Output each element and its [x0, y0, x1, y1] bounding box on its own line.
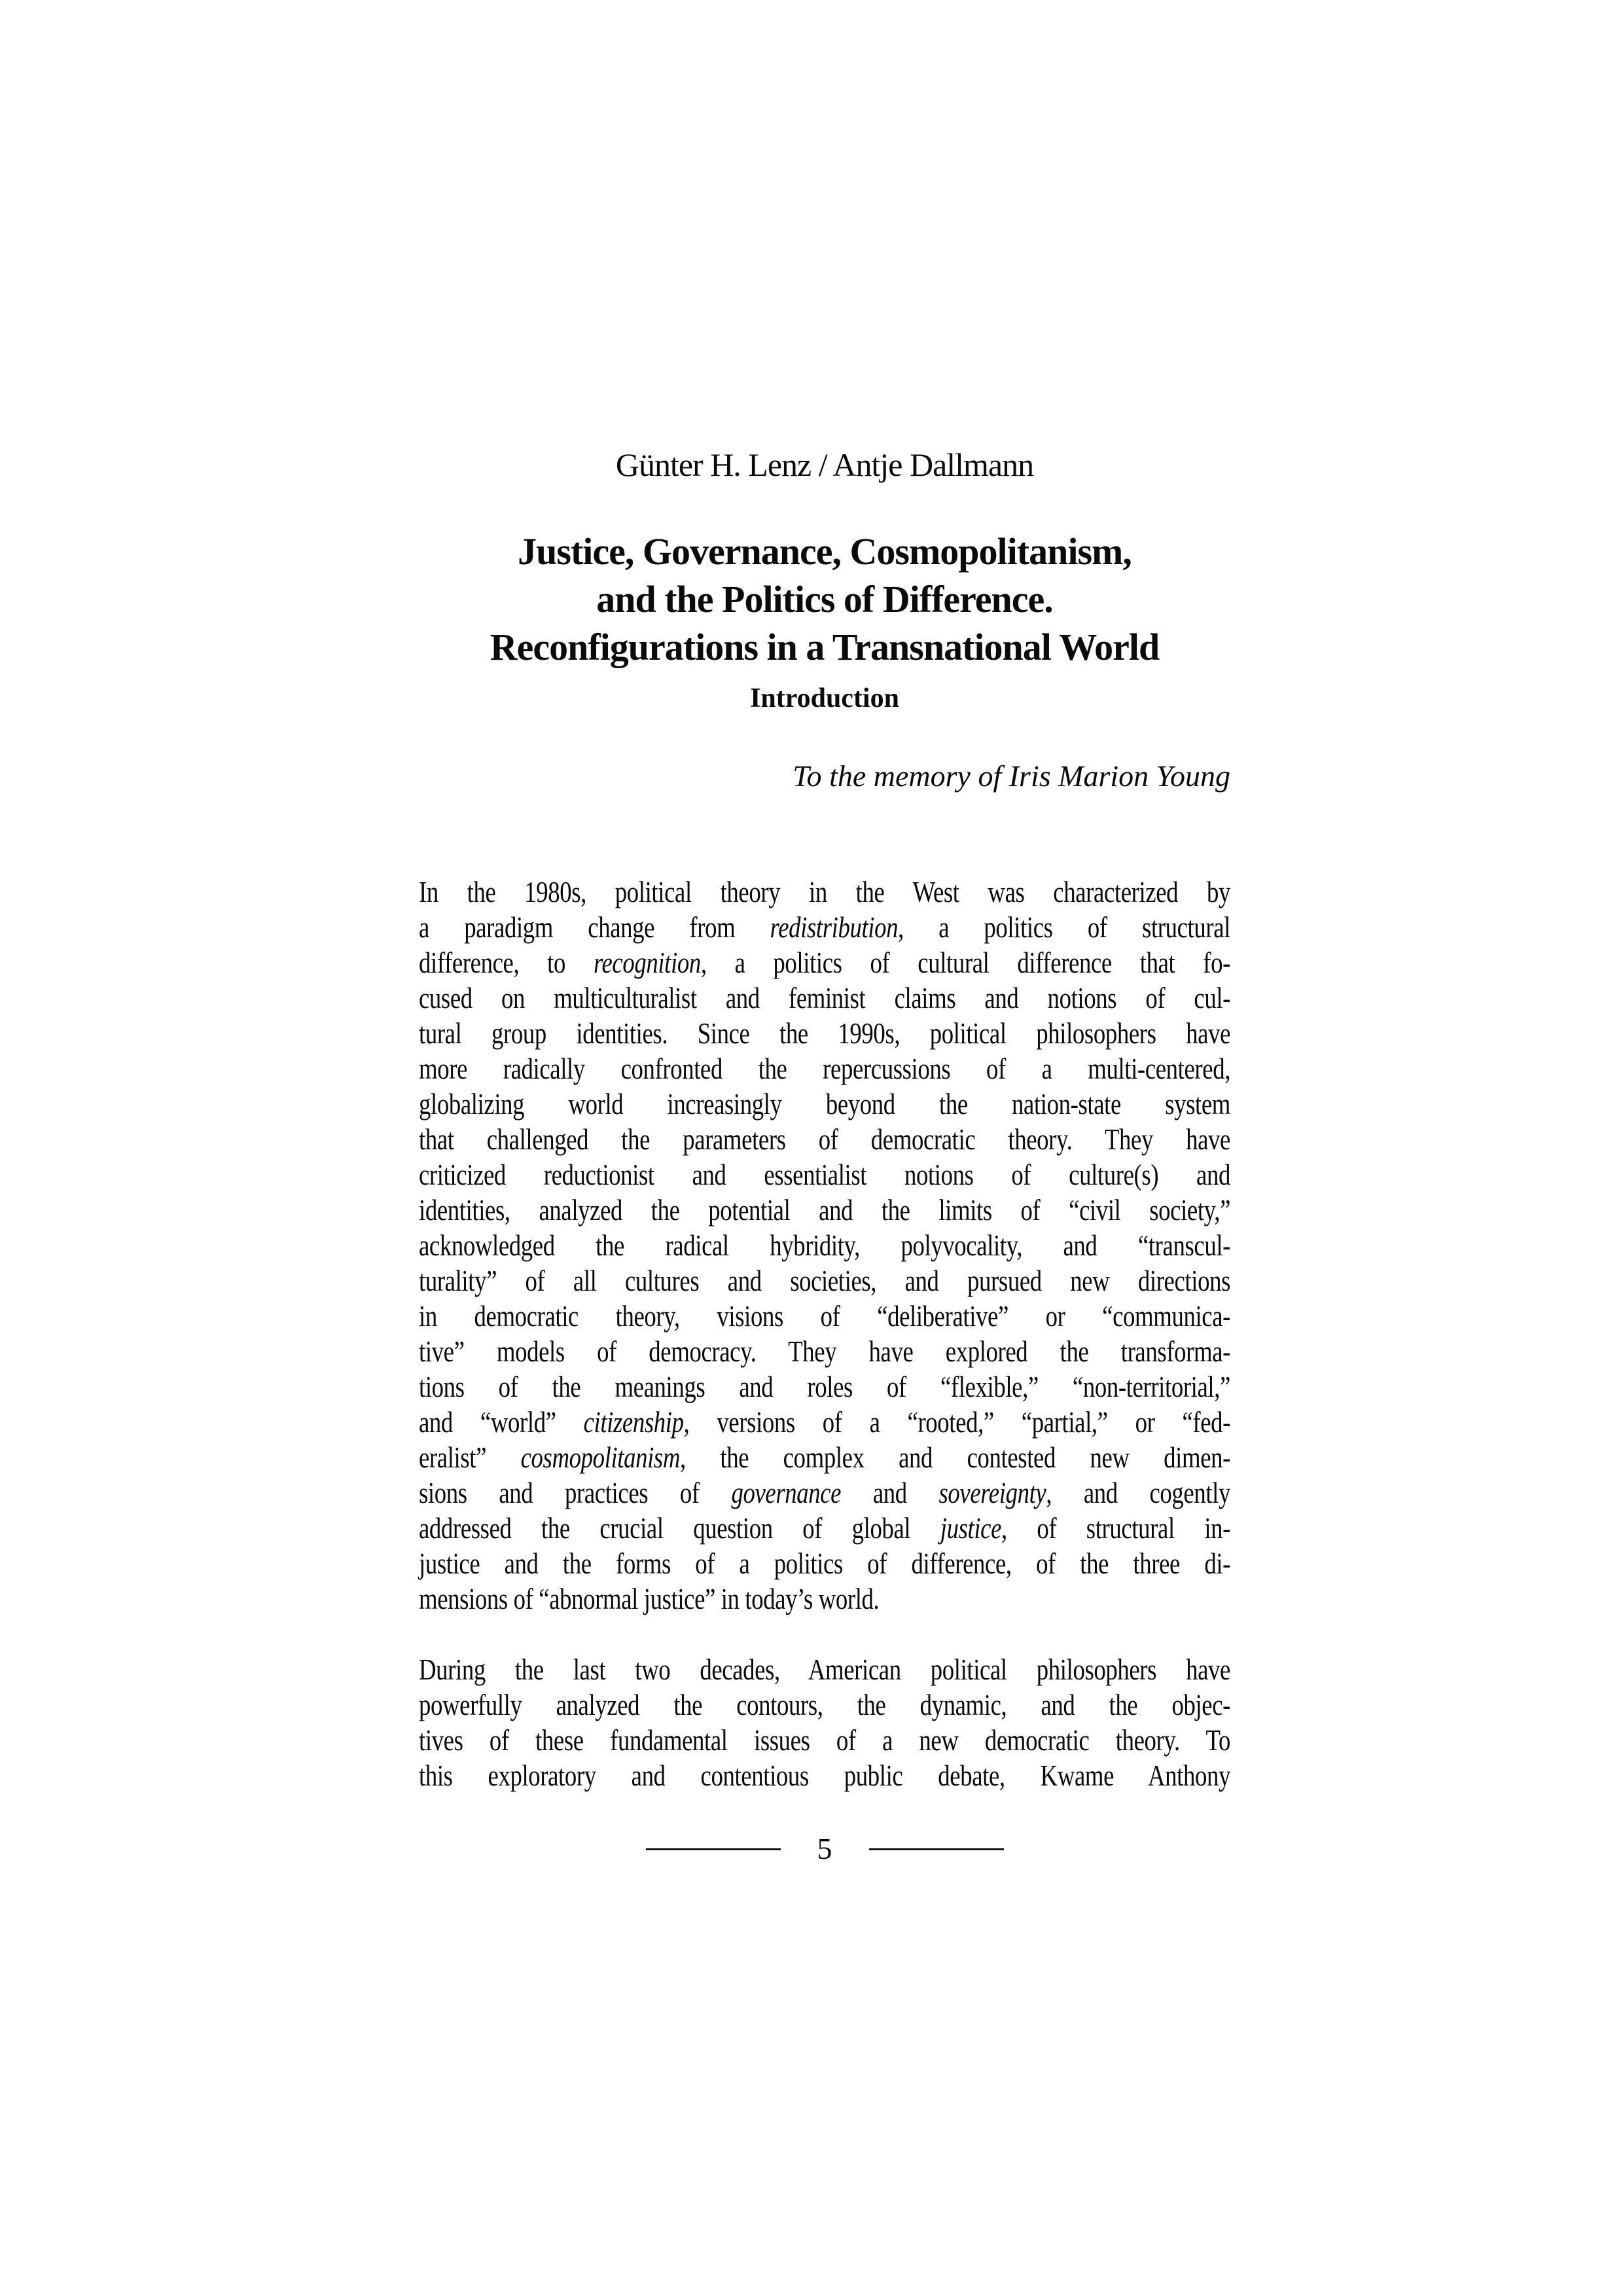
text-line: this exploratory and contentious public debate, Kwame Anthony	[419, 1759, 1230, 1792]
text-line: more radically confronted the repercussions of a multi-centered,	[419, 1052, 1230, 1085]
footer-rule-right	[869, 1848, 1004, 1850]
text-line: a paradigm change from redistribution, a politics of structural	[419, 910, 1230, 944]
text-line: identities, analyzed the potential and the limits of “civil society,”	[419, 1193, 1230, 1227]
text-line: tions of the meanings and roles of “flexible,” “non-territorial,”	[419, 1370, 1230, 1403]
body-text	[419, 874, 1230, 1793]
text-line: sions and practices of governance and sovereignty, and cogently	[419, 1476, 1230, 1509]
text-line: criticized reductionist and essentialist notions of culture(s) and	[419, 1158, 1230, 1191]
text-line: cused on multiculturalist and feminist claims and notions of cul-	[419, 981, 1230, 1014]
text-line: justice and the forms of a politics of difference, of the three di-	[419, 1547, 1230, 1580]
title-line-1: Justice, Governance, Cosmopolitanism,	[518, 530, 1132, 573]
text-line: globalizing world increasingly beyond the nation-state system	[419, 1087, 1230, 1121]
text-line: tives of these fundamental issues of a new democratic theory. To	[419, 1723, 1230, 1757]
chapter-title	[419, 528, 1230, 671]
page-number: 5	[817, 1832, 832, 1865]
text-line: tive” models of democracy. They have explored the transforma-	[419, 1335, 1230, 1368]
page-footer	[419, 1834, 1230, 1864]
paragraph	[419, 1652, 1230, 1793]
text-line: that challenged the parameters of democratic theory. They have	[419, 1122, 1230, 1156]
title-line-2: and the Politics of Difference.	[596, 578, 1053, 620]
paragraph	[419, 874, 1230, 1617]
section-subtitle: Introduction	[750, 683, 899, 713]
text-line: powerfully analyzed the contours, the dynamic, and the objec-	[419, 1688, 1230, 1721]
text-line: In the 1980s, political theory in the West was characterized by	[419, 875, 1230, 908]
text-line: acknowledged the radical hybridity, polyvocality, and “transcul-	[419, 1229, 1230, 1262]
text-line: tural group identities. Since the 1990s, political philosophers have	[419, 1016, 1230, 1050]
text-line: turality” of all cultures and societies, and pursued new directions	[419, 1264, 1230, 1297]
text-line: mensions of “abnormal justice” in today’s world.	[419, 1582, 880, 1615]
footer-rule-left	[646, 1848, 781, 1850]
text-line: difference, to recognition, a politics of cultural difference that fo-	[419, 946, 1230, 979]
text-line: and “world” citizenship, versions of a “rooted,” “partial,” or “fed-	[419, 1405, 1230, 1439]
title-line-3: Reconfigurations in a Transnational World	[490, 626, 1160, 668]
author-line: Günter H. Lenz / Antje Dallmann	[615, 446, 1034, 483]
text-line: addressed the crucial question of global justice, of structural in-	[419, 1511, 1230, 1545]
text-line: in democratic theory, visions of “deliberative” or “communica-	[419, 1299, 1230, 1333]
text-column	[419, 0, 1230, 2296]
text-line: eralist” cosmopolitanism, the complex and contested new dimen-	[419, 1441, 1231, 1474]
dedication-line: To the memory of Iris Marion Young	[793, 759, 1230, 793]
text-line: During the last two decades, American political philosophers have	[419, 1653, 1230, 1686]
